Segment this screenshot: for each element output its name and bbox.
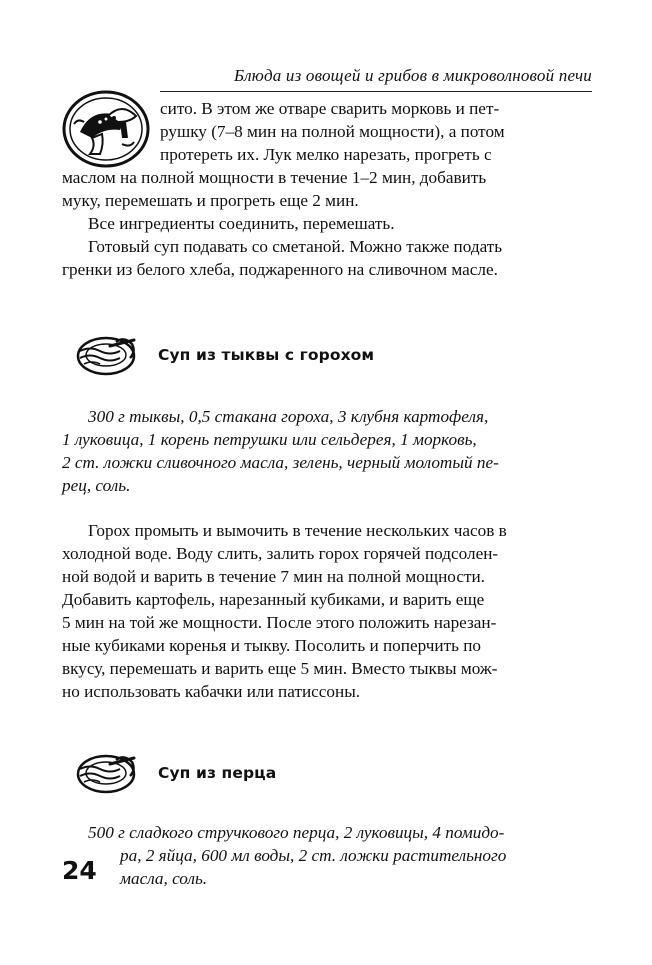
text-line: холодной воде. Воду слить, залить горох горячей подсолен- bbox=[62, 544, 499, 563]
intro-paragraph-2: Все ингредиенты соединить, перемешать. bbox=[88, 214, 395, 233]
text-line: протереть их. Лук мелко нарезать, прогреть с bbox=[160, 145, 492, 164]
text-line: Готовый суп подавать со сметаной. Можно также подать bbox=[88, 237, 503, 256]
text-line: рец, соль. bbox=[62, 476, 131, 495]
header-rule bbox=[160, 91, 592, 92]
recipe-heading bbox=[62, 334, 582, 378]
text-line: гренки из белого хлеба, поджаренного на сливочном масле. bbox=[62, 260, 498, 279]
recipe-title: Суп из тыквы с горохом bbox=[158, 346, 375, 364]
method-paragraph bbox=[62, 519, 594, 703]
soup-bowl-icon bbox=[76, 752, 140, 796]
text-line: муку, перемешать и прогреть еще 2 мин. bbox=[62, 191, 359, 210]
soup-bowl-icon bbox=[76, 334, 140, 378]
recipe-title: Суп из перца bbox=[158, 764, 277, 782]
intro-paragraph-rest bbox=[62, 166, 594, 281]
ingredients-list bbox=[62, 405, 594, 497]
intro-paragraph-top bbox=[160, 97, 592, 166]
text-line: рушку (7–8 мин на полной мощности), а потом bbox=[160, 122, 505, 141]
text-line: маслом на полной мощности в течение 1–2 мин, добавить bbox=[62, 168, 487, 187]
text-line: масла, соль. bbox=[120, 869, 208, 888]
text-line: ной водой и варить в течение 7 мин на полной мощности. bbox=[62, 567, 485, 586]
text-line: 5 мин на той же мощности. После этого положить нарезан- bbox=[62, 613, 497, 632]
text-line: 500 г сладкого стручкового перца, 2 луковицы, 4 помидо- bbox=[88, 823, 505, 842]
text-line: ра, 2 яйца, 600 мл воды, 2 ст. ложки растительного bbox=[120, 846, 507, 865]
text-line: Горох промыть и вымочить в течение нескольких часов в bbox=[88, 521, 507, 540]
text-line: Добавить картофель, нарезанный кубиками, и варить еще bbox=[62, 590, 485, 609]
text-line: 1 луковица, 1 корень петрушки или сельдерея, 1 морковь, bbox=[62, 430, 477, 449]
text-line: ные кубиками коренья и тыкву. Посолить и поперчить по bbox=[62, 636, 482, 655]
text-line: сито. В этом же отваре сварить морковь и пет- bbox=[160, 99, 500, 118]
text-line: 300 г тыквы, 0,5 стакана гороха, 3 клубня картофеля, bbox=[88, 407, 489, 426]
text-line: 2 ст. ложки сливочного масла, зелень, черный молотый пе- bbox=[62, 453, 499, 472]
page-number: 24 bbox=[62, 856, 97, 885]
recipe-heading bbox=[62, 752, 582, 796]
text-line: вкусу, перемешать и варить еще 5 мин. Вместо тыквы мож- bbox=[62, 659, 498, 678]
text-line: но использовать кабачки или патиссоны. bbox=[62, 682, 361, 701]
mushroom-emblem-icon bbox=[60, 88, 152, 170]
running-header: Блюда из овощей и грибов в микроволновой печи bbox=[233, 66, 592, 85]
ingredients-list bbox=[62, 821, 594, 890]
